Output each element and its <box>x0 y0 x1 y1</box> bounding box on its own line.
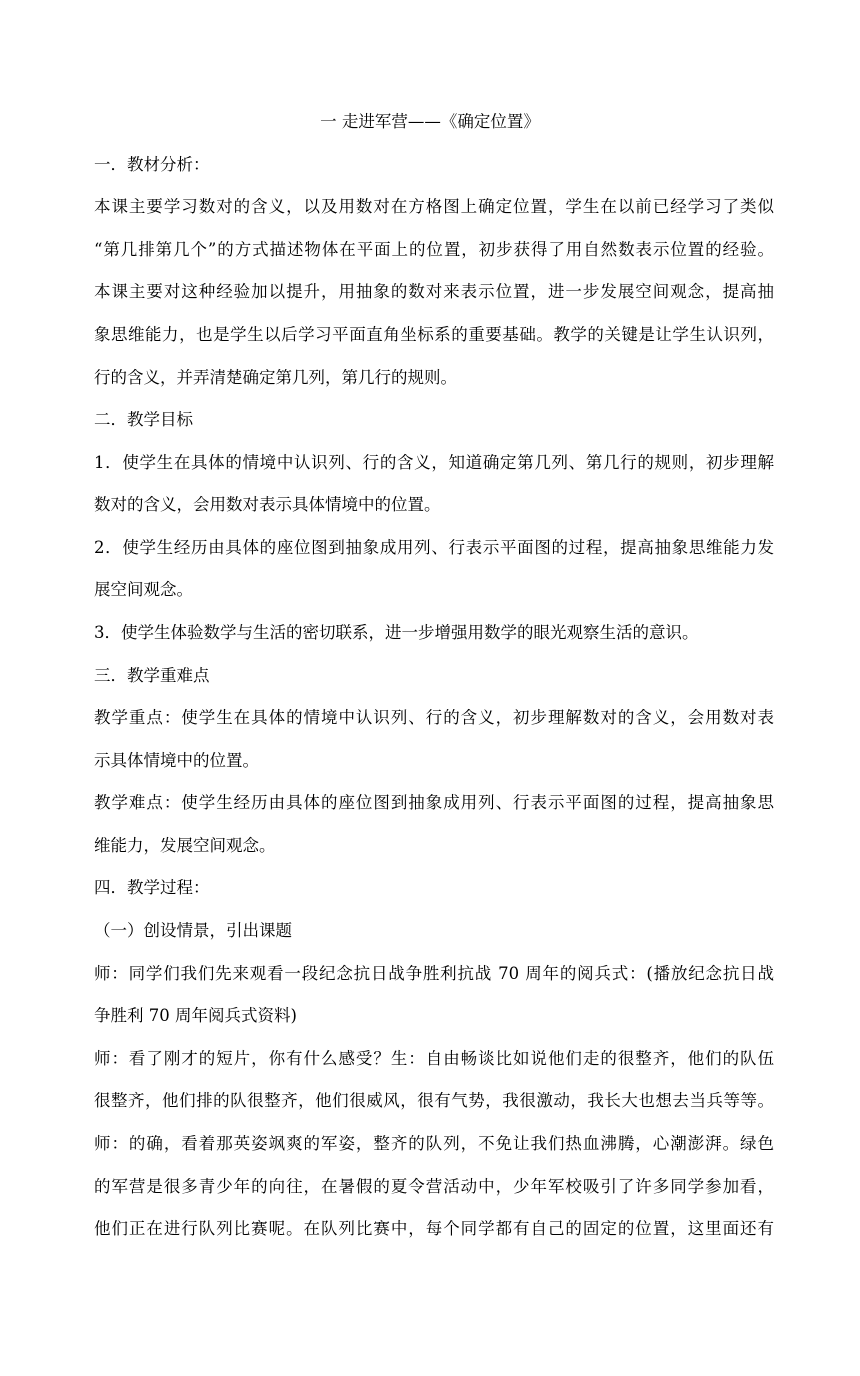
section-heading: 三．教学重难点 <box>94 666 210 685</box>
document-title: 一 走进军营——《确定位置》 <box>320 112 540 131</box>
paragraph-line: 示具体情境中的位置。 <box>94 751 259 770</box>
paragraph-line: 展空间观念。 <box>94 580 193 599</box>
paragraph-line: 教学重点：使学生在具体的情境中认识列、行的含义，初步理解数对的含义，会用数对表 <box>94 708 774 727</box>
paragraph-line: 师：同学们我们先来观看一段纪念抗日战争胜利抗战 70 周年的阅兵式：(播放纪念抗日战 <box>94 964 774 983</box>
paragraph-line: 他们正在进行队列比赛呢。在队列比赛中，每个同学都有自己的固定的位置，这里面还有 <box>94 1219 774 1238</box>
paragraph-line: “第几排第几个”的方式描述物体在平面上的位置，初步获得了用自然数表示位置的经验。 <box>94 240 774 259</box>
paragraph-line: 维能力，发展空间观念。 <box>94 836 276 855</box>
paragraph-line: 行的含义，并弄清楚确定第几列，第几行的规则。 <box>94 368 457 387</box>
section-heading: 一．教材分析： <box>94 155 210 174</box>
paragraph-line: 争胜利 70 周年阅兵式资料) <box>94 1006 297 1025</box>
paragraph-line: 1．使学生在具体的情境中认识列、行的含义，知道确定第几列、第几行的规则，初步理解 <box>94 453 774 472</box>
paragraph-line: 数对的含义，会用数对表示具体情境中的位置。 <box>94 495 441 514</box>
paragraph-line: 3．使学生体验数学与生活的密切联系，进一步增强用数学的眼光观察生活的意识。 <box>94 623 699 642</box>
paragraph-line: 很整齐，他们排的队很整齐，他们很威风，很有气势，我很激动，我长大也想去当兵等等。 <box>94 1091 774 1110</box>
paragraph-line: 教学难点：使学生经历由具体的座位图到抽象成用列、行表示平面图的过程，提高抽象思 <box>94 793 774 812</box>
paragraph-line: 本课主要学习数对的含义，以及用数对在方格图上确定位置，学生在以前已经学习了类似 <box>94 197 774 216</box>
paragraph-line: 师：的确，看着那英姿飒爽的军姿，整齐的队列，不免让我们热血沸腾，心潮澎湃。绿色 <box>94 1134 774 1153</box>
paragraph-line: 象思维能力，也是学生以后学习平面直角坐标系的重要基础。教学的关键是让学生认识列， <box>94 325 774 344</box>
paragraph-line: 的军营是很多青少年的向往，在暑假的夏令营活动中，少年军校吸引了许多同学参加看， <box>94 1177 774 1196</box>
paragraph-line: 师：看了刚才的短片，你有什么感受？生：自由畅谈比如说他们走的很整齐，他们的队伍 <box>94 1049 774 1068</box>
section-heading: 二．教学目标 <box>94 410 193 429</box>
paragraph-line: 本课主要对这种经验加以提升，用抽象的数对来表示位置，进一步发展空间观念，提高抽 <box>94 282 774 301</box>
section-heading: 四．教学过程： <box>94 878 210 897</box>
paragraph-line: 2．使学生经历由具体的座位图到抽象成用列、行表示平面图的过程，提高抽象思维能力发 <box>94 538 774 557</box>
subsection-heading: （一）创设情景，引出课题 <box>94 921 292 940</box>
